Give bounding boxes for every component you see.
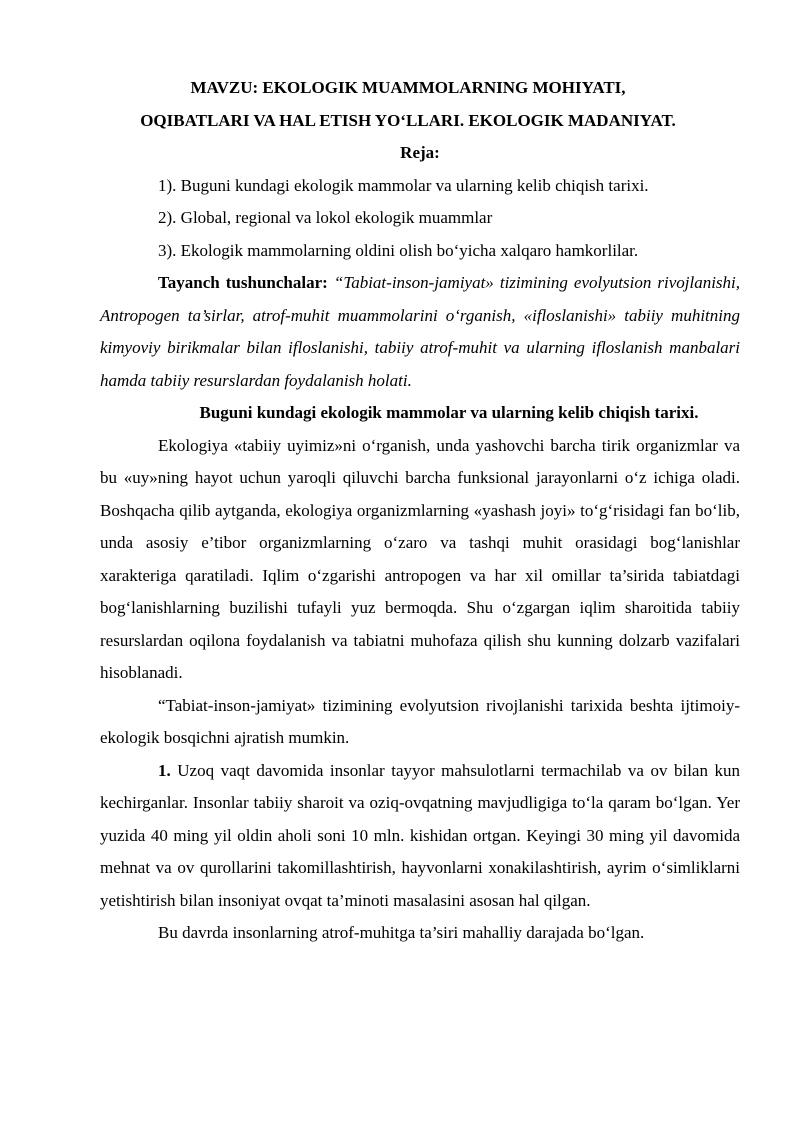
body-paragraph-2: “Tabiat-inson-jamiyat» tizimining evolyutsion rivojlanishi tarixida beshta ijtimoiy-ekologik bosqichni ajratish mumkin. — [100, 695, 740, 747]
body-paragraph-3-text: Uzoq vaqt davomida insonlar tayyor mahsulotlarni termachilab va ov bilan kun kechirganlar. Insonlar tabiiy sharoit va oziq-ovqatning mavjudligiga to‘la qaram bo‘lgan. Yer yuzida 40 ming yil oldin aholi soni 10 mln. kishidan ortgan. Keyingi 30 ming yil davomida mehnat va ov qurollarini takomillashtirish, hayvonlarni xonakilashtirish, ayrim o‘simliklarni yetishtirish bilan insoniyat ovqat ta’minoti masalasini asosan hal qilgan. — [100, 760, 740, 910]
body-paragraph-1: Ekologiya «tabiiy uyimiz»ni o‘rganish, unda yashovchi barcha tirik organizmlar va bu «uy»ning hayot uchun yaroqli qiluvchi barcha funksional jarayonlarni o‘z ichiga oladi. Boshqacha qilib aytganda, ekologiya organizmlarning «yashash joyi» to‘g‘risidagi fan bo‘lib, unda asosiy e’tibor organizmlarning o‘zaro va tashqi muhit orasidagi bog‘lanishlar xarakteriga qaratiladi. Iqlim o‘zgarishi antropogen va har xil omillar ta’sirida tabiatdagi bog‘lanishlarning buzilishi tufayli yuz bermoqda. Shu o‘zgargan iqlim sharoitida tabiiy resurslardan oqilona foydalanish va tabiatni muhofaza qilish shu kunning dolzarb vazifalari hisoblanadi. — [100, 435, 740, 682]
body-paragraph-4: Bu davrda insonlarning atrof-muhitga ta’siri mahalliy darajada bo‘lgan. — [158, 923, 645, 942]
plan-item-3: 3). Ekologik mammolarning oldini olish bo‘yicha xalqaro hamkorlilar. — [158, 240, 639, 260]
plan-heading: Reja: — [400, 143, 440, 162]
plan-item-2: 2). Global, regional va lokol ekologik muammlar — [158, 208, 493, 227]
key-terms-label: Tayanch tushunchalar: — [158, 273, 328, 292]
body-paragraph-3-number: 1. — [158, 760, 171, 780]
key-terms-text: “Tabiat-inson-jamiyat» tizimining evolyutsion rivojlanishi, Antropogen ta’sirlar, atrof-muhit muammolarini o‘rganish, «ifloslanishi» tabiiy muhitning kimyoviy birikmalar bilan ifloslanishi, tabiiy atrof-muhit va ularning ifloslanish manbalari hamda tabiiy resurslardan foydalanish holati. — [100, 273, 741, 390]
title-line-1: MAVZU: EKOLOGIK MUAMMOLARNING MOHIYATI, — [190, 78, 626, 97]
section-heading: Buguni kundagi ekologik mammolar va ularning kelib chiqish tarixi. — [199, 403, 699, 422]
title-line-2: OQIBATLARI VA HAL ETISH YO‘LLARI. EKOLOGIK MADANIYAT. — [140, 110, 676, 130]
key-terms-paragraph — [100, 267, 740, 397]
body-paragraph-3 — [100, 755, 740, 918]
document-title — [68, 72, 748, 137]
document-content — [100, 72, 740, 950]
plan-item-1: 1). Buguni kundagi ekologik mammolar va ularning kelib chiqish tarixi. — [158, 175, 649, 195]
